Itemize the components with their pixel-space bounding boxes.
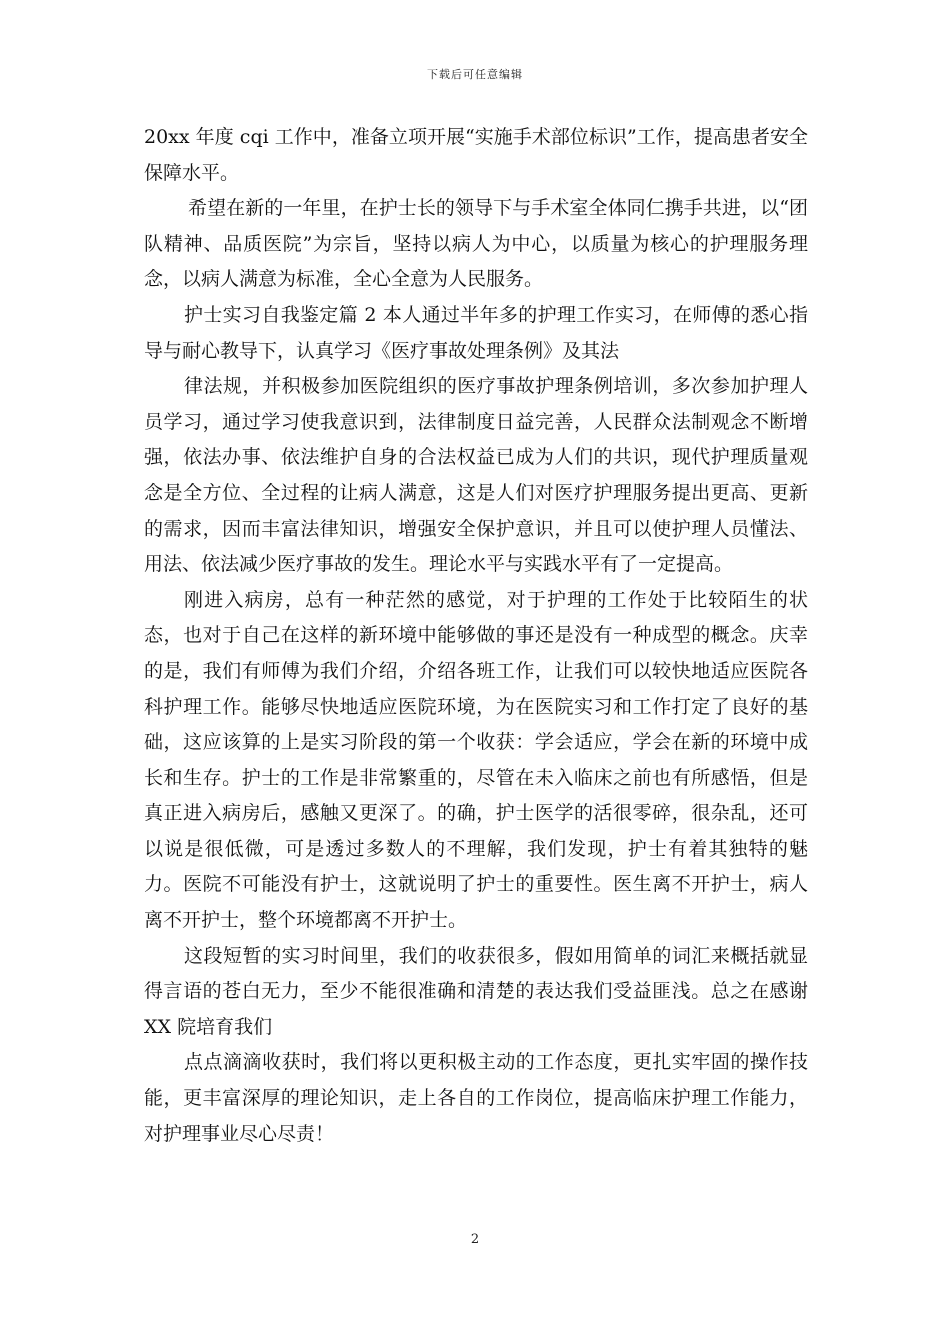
page-number: 2 <box>470 1232 480 1247</box>
paragraph-conclusion: 点点滴滴收获时，我们将以更积极主动的工作态度，更扎实牢固的操作技能，更丰富深厚的理论知识，走上各自的工作岗位，提高临床护理工作能力，对护理事业尽心尽责！ <box>144 1051 808 1145</box>
paragraph-legal-study: 律法规，并积极参加医院组织的医疗事故护理条例培训，多次参加护理人员学习，通过学习使我意识到，法律制度日益完善，人民群众法制观念不断增强，依法办事、依法维护自身的合法权益已成为人们的共识，现代护理质量观念是全方位、全过程的让病人满意，这是人们对医疗护理服务提出更高、更新的需求，因而丰富法律知识，增强安全保护意识，并且可以使护理人员懂法、用法、依法减少医疗事故的发生。理论水平与实践水平有了一定提高。 <box>144 375 808 576</box>
paragraph-gains: 这段短暂的实习时间里，我们的收获很多，假如用简单的词汇来概括就显得言语的苍白无力，至少不能很准确和清楚的表达我们受益匪浅。总之在感谢 XX 院培育我们 <box>144 944 808 1038</box>
paragraph-new-year-hope: 希望在新的一年里，在护士长的领导下与手术室全体同仁携手共进，以“团队精神、品质医院”为宗旨，坚持以病人为中心，以质量为核心的护理服务理念，以病人满意为标准，全心全意为人民服务。 <box>144 197 808 291</box>
paragraph-ward-experience: 刚进入病房，总有一种茫然的感觉，对于护理的工作处于比较陌生的状态，也对于自己在这样的新环境中能够做的事还是没有一种成型的概念。庆幸的是，我们有师傅为我们介绍，介绍各班工作，让我们可以较快地适应医院各科护理工作。能够尽快地适应医院环境，为在医院实习和工作打定了良好的基础，这应该算的上是实习阶段的第一个收获：学会适应，学会在新的环境中成长和生存。护士的工作是非常繁重的，尽管在未入临床之前也有所感悟，但是真正进入病房后，感触又更深了。的确，护士医学的活很零碎，很杂乱，还可以说是很低微，可是透过多数人的不理解，我们发现，护士有着其独特的魅力。医院不可能没有护士，这就说明了护士的重要性。医生离不开护士，病人离不开护士，整个环境都离不开护士。 <box>144 588 808 932</box>
paragraph-self-assessment-intro: 护士实习自我鉴定篇 2 本人通过半年多的护理工作实习，在师傅的悉心指导与耐心教导下，认真学习《医疗事故处理条例》及其法 <box>144 303 808 362</box>
page-header: 下载后可任意编辑 <box>427 68 523 81</box>
document-body <box>144 120 808 1152</box>
paragraph-cqi-work: 20xx 年度 cqi 工作中，准备立项开展“实施手术部位标识”工作，提高患者安全保障水平。 <box>144 126 808 184</box>
